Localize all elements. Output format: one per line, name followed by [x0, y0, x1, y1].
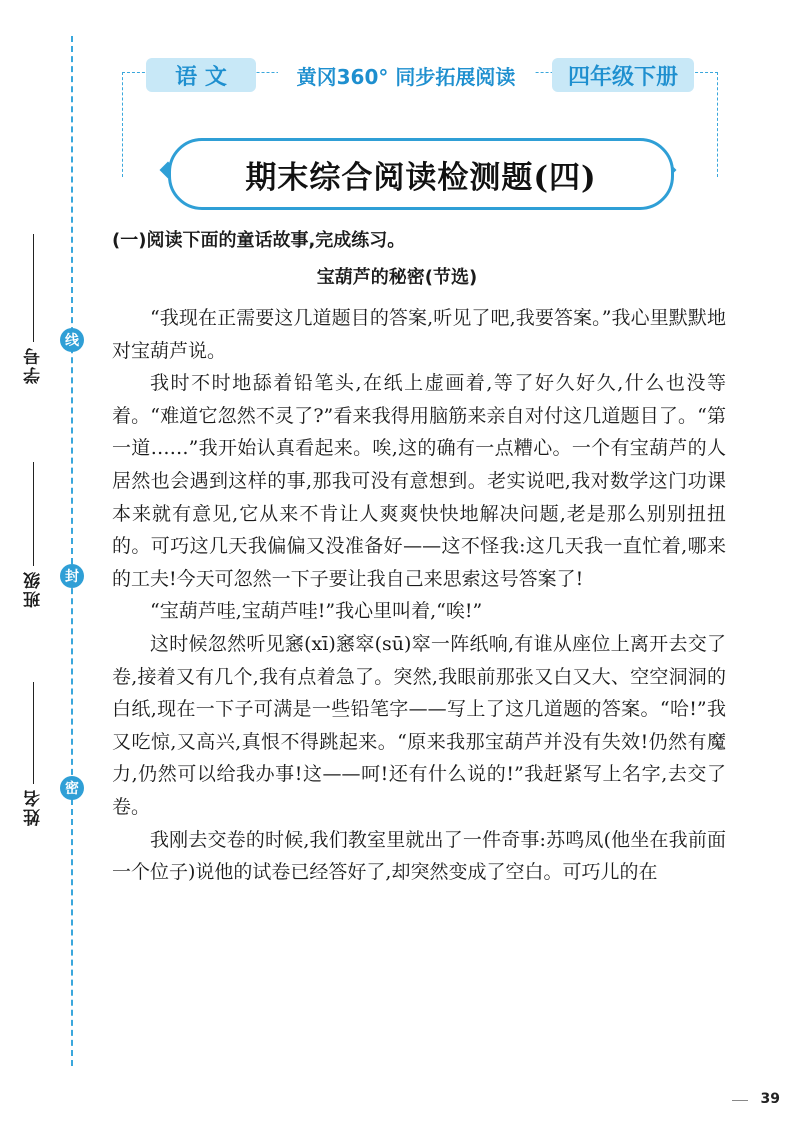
name-field[interactable] — [22, 682, 44, 826]
paragraph: “我现在正需要这几道题目的答案,听见了吧,我要答案。”我心里默默地对宝葫芦说。 — [112, 307, 726, 362]
class-blank[interactable] — [33, 462, 34, 566]
paragraph: 这时候忽然听见窸(xī)窸窣(sū)窣一阵纸响,有谁从座位上离开去交了卷,接着又有几个,我有点着急了。突然,我眼前那张又白又大、空空洞洞的白纸,现在一下子可满是一些铅笔字——写上了这几道题的答案。“哈!”我又吃惊,又高兴,真恨不得跳起来。“原来我那宝葫芦并没有失效!仍然有魔力,仍然可以给我办事!这——呵!还有什么说的!”我赶紧写上名字,去交了卷。 — [112, 632, 726, 818]
student-number-label: 学号 — [23, 346, 44, 384]
binding-badge-feng: 封 — [60, 564, 84, 588]
grade-badge: 四年级下册 — [552, 58, 694, 92]
story-body — [112, 302, 726, 889]
binding-badge-xian: 线 — [60, 328, 84, 352]
class-field[interactable] — [22, 462, 44, 608]
class-label: 班级 — [23, 570, 44, 608]
name-label: 姓名 — [23, 788, 44, 826]
paragraph: 我时不时地舔着铅笔头,在纸上虚画着,等了好久好久,什么也没等着。“难道它忽然不灵了?”看来我得用脑筋来亲自对付这几道题目了。“第一道……”我开始认真看起来。唉,这的确有一点糟心。一个有宝葫芦的人居然也会遇到这样的事,那我可没有意想到。老实说吧,我对数学这门功课本来就有意见,它从来不肯让人爽爽快快地解决问题,老是那么别别扭扭的。可巧这几天我偏偏又没准备好——这不怪我:这几天我一直忙着,哪来的工夫!今天可忽然一下子要让我自己来思索这号答案了! — [112, 372, 726, 590]
binding-badge-mi: 密 — [60, 776, 84, 800]
name-blank[interactable] — [33, 682, 34, 784]
page-number: 39 — [760, 1091, 780, 1107]
page-title: 期末综合阅读检测题(四) — [245, 159, 597, 196]
story-title: 宝葫芦的秘密(节选) — [316, 267, 478, 288]
student-number-field[interactable] — [22, 234, 44, 384]
binding-dashed-line — [71, 36, 73, 1066]
paragraph: “宝葫芦哇,宝葫芦哇!”我心里叫着,“唉!” — [150, 600, 483, 623]
section-heading: (一)阅读下面的童话故事,完成练习。 — [112, 230, 406, 251]
page-number-dash-left — [732, 1100, 748, 1101]
page-title-box — [168, 138, 674, 210]
series-name: 黄冈360° 同步拓展阅读 — [278, 58, 534, 92]
paragraph: 我刚去交卷的时候,我们教室里就出了一件奇事:苏鸣凤(他坐在我前面一个位子)说他的试卷已经答好了,却突然变成了空白。可巧儿的在 — [112, 828, 726, 884]
subject-badge: 语 文 — [146, 58, 256, 92]
